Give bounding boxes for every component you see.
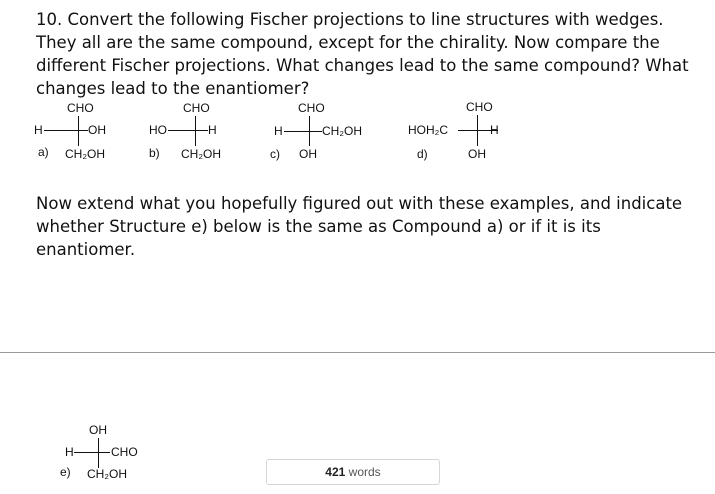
fischer-b-right: H bbox=[208, 123, 217, 137]
fischer-b-label: b) bbox=[149, 146, 160, 160]
fischer-a-left: H bbox=[34, 123, 43, 137]
fischer-projection-d bbox=[408, 98, 518, 164]
fischer-projection-b bbox=[146, 98, 256, 164]
fischer-c-left: H bbox=[274, 124, 283, 138]
fischer-c-right: CH₂OH bbox=[322, 124, 362, 138]
fischer-a-bottom: CH₂OH bbox=[65, 147, 105, 161]
fischer-d-top: CHO bbox=[466, 100, 493, 114]
question-text: 10. Convert the following Fischer projections to line structures with wedges. They all are the same compound, except for the chirality. Now compare the different Fischer projections. What changes lead to the same compound? What changes lead to the enantiomer? bbox=[36, 10, 689, 98]
fischer-d-right: H bbox=[490, 123, 499, 137]
fischer-c-bottom: OH bbox=[299, 147, 317, 161]
fischer-e-label: e) bbox=[60, 465, 71, 479]
fischer-c-label: c) bbox=[270, 147, 280, 161]
fischer-b-top: CHO bbox=[183, 101, 210, 115]
fischer-projection-c bbox=[270, 98, 380, 164]
fischer-projection-a bbox=[30, 98, 130, 164]
word-count-badge[interactable] bbox=[266, 459, 440, 485]
fischer-a-right: OH bbox=[88, 123, 106, 137]
fischer-projection-e bbox=[56, 420, 166, 486]
fischer-e-bottom: CH₂OH bbox=[87, 467, 127, 481]
fischer-d-label: d) bbox=[417, 147, 428, 161]
fischer-a-top: CHO bbox=[67, 101, 94, 115]
word-count-number: 421 bbox=[325, 465, 346, 479]
fischer-a-label: a) bbox=[38, 145, 49, 159]
fischer-d-bottom: OH bbox=[468, 147, 486, 161]
fischer-c-top: CHO bbox=[298, 101, 325, 115]
fischer-e-left: H bbox=[65, 445, 74, 459]
section-divider bbox=[0, 352, 715, 353]
fischer-e-top: OH bbox=[89, 423, 107, 437]
extension-text: Now extend what you hopefully figured out with these examples, and indicate whether Structure e) below is the same as Compound a) or if it is its enantiomer. bbox=[36, 194, 683, 259]
fischer-e-right: CHO bbox=[111, 445, 138, 459]
fischer-b-bottom: CH₂OH bbox=[181, 147, 221, 161]
fischer-d-left: HOH₂C bbox=[408, 123, 448, 137]
fischer-b-left: HO bbox=[149, 123, 167, 137]
word-count-unit: words bbox=[348, 465, 381, 479]
